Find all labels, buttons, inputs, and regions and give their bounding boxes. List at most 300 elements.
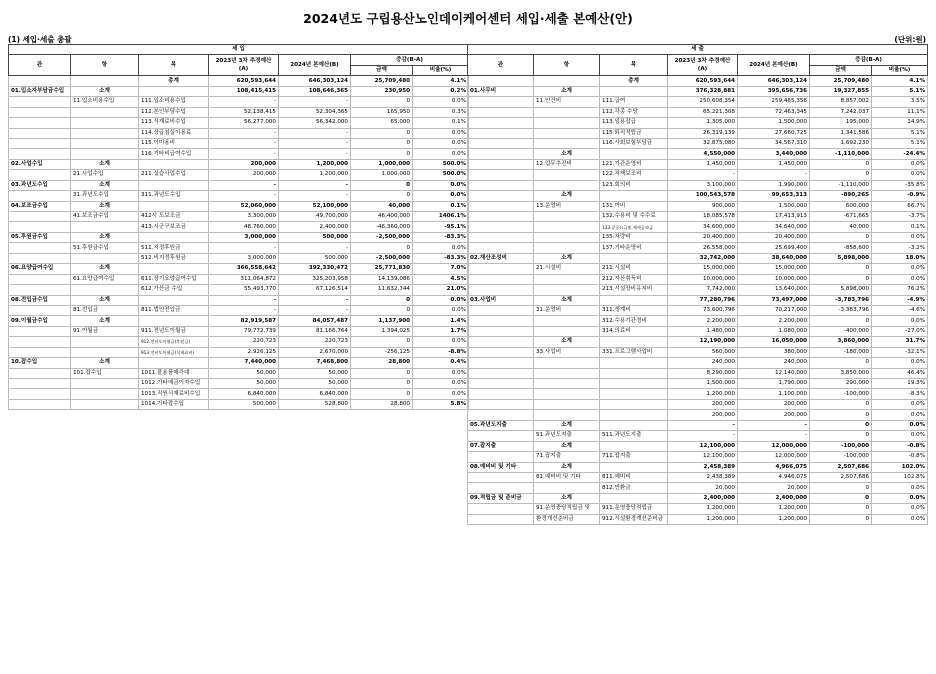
cell-gwan <box>468 389 534 399</box>
cell-gwan <box>468 149 534 159</box>
cell-prev-budget: 52,060,000 <box>209 201 279 211</box>
cell-prev-budget: - <box>668 431 738 441</box>
cell-mok <box>139 86 209 96</box>
cell-diff-amount: 1,000,000 <box>351 170 413 180</box>
cell-diff-amount: -100,000 <box>810 389 872 399</box>
cell-gwan <box>468 285 534 295</box>
cell-gwan: 09.적립금 및 준비금 <box>468 493 534 503</box>
cell-diff-ratio: 0.0% <box>872 274 928 284</box>
table-row <box>468 107 928 117</box>
cell-hang: 소계 <box>71 180 139 190</box>
cell-gwan <box>468 159 534 169</box>
cell-diff-ratio: 0.0% <box>413 149 469 159</box>
cell-mok: 811.예비비 <box>600 472 668 482</box>
cell-gwan <box>9 138 71 148</box>
cell-gwan <box>9 379 71 389</box>
cell-hang <box>534 232 600 242</box>
cell-budget: 1,450,000 <box>738 159 810 169</box>
cell-prev-budget: 7,440,000 <box>209 358 279 368</box>
cell-hang: 소계 <box>534 441 600 451</box>
cell-diff-amount: 3,860,000 <box>810 337 872 347</box>
cell-diff-amount: -3,383,796 <box>810 305 872 315</box>
cell-diff-ratio: 0.0% <box>413 368 469 378</box>
cell-diff-amount: 0 <box>810 232 872 242</box>
cell-gwan: 07.잡지출 <box>468 441 534 451</box>
table-row <box>9 274 469 284</box>
cell-diff-ratio: 0.3% <box>413 107 469 117</box>
table-row <box>9 337 469 347</box>
cell-hang <box>71 107 139 117</box>
cell-mok <box>600 295 668 305</box>
cell-budget: 15,000,000 <box>738 264 810 274</box>
cell-mok: 811.법인전입금 <box>139 305 209 315</box>
cell-diff-ratio: 66.7% <box>872 201 928 211</box>
cell-hang: 소계 <box>71 295 139 305</box>
cell-prev-budget: 3,300,000 <box>209 212 279 222</box>
cell-mok: 1011.불용품매각대 <box>139 368 209 378</box>
cell-mok: 311.과년도수입 <box>139 191 209 201</box>
cell-mok: 115.이미용비 <box>139 138 209 148</box>
cell-diff-amount: 11,632,744 <box>351 285 413 295</box>
cell-gwan <box>468 212 534 222</box>
cell-prev-budget: 2,926,125 <box>209 347 279 357</box>
table-row <box>468 274 928 284</box>
cell-prev-budget: - <box>209 305 279 315</box>
cell-hang: 소계 <box>534 86 600 96</box>
cell-prev-budget: 26,558,000 <box>668 243 738 253</box>
cell-hang: 소계 <box>534 420 600 430</box>
cell-mok: 1014.기타잡수입 <box>139 399 209 409</box>
cell-prev-budget: 73,600,796 <box>668 305 738 315</box>
cell-hang <box>534 138 600 148</box>
table-row <box>468 337 928 347</box>
cell-mok <box>139 295 209 305</box>
cell-mok: 115.퇴직적립금 <box>600 128 668 138</box>
cell-diff-ratio: 102.0% <box>872 462 928 472</box>
cell-mok: 212.자산취득비 <box>600 274 668 284</box>
cell-mok <box>600 462 668 472</box>
cell-prev-budget: 240,000 <box>668 358 738 368</box>
cell-diff-ratio: -83.3% <box>413 253 469 263</box>
cell-diff-amount: 0 <box>810 504 872 514</box>
cell-diff-ratio: -4.9% <box>872 295 928 305</box>
cell-prev-budget: 6,840,000 <box>209 389 279 399</box>
cell-prev-budget: 3,100,000 <box>668 180 738 190</box>
table-row <box>9 86 469 96</box>
cell-hang <box>534 358 600 368</box>
col-b: 2024년 본예산(B) <box>279 55 351 76</box>
cell-diff-amount: 8,857,002 <box>810 97 872 107</box>
cell-diff-ratio: 21.0% <box>413 285 469 295</box>
cell-budget: 500,000 <box>279 232 351 242</box>
cell-mok: 총계 <box>600 76 668 86</box>
cell-gwan <box>468 170 534 180</box>
unit-label: (단위:원) <box>894 35 926 44</box>
revenue-body <box>9 76 469 410</box>
table-row <box>9 347 469 357</box>
cell-hang: 61.요양급여수입 <box>71 274 139 284</box>
cell-diff-amount: 0 <box>351 305 413 315</box>
cell-gwan <box>468 326 534 336</box>
expense-header: 세 출 <box>468 45 928 55</box>
table-row <box>9 212 469 222</box>
cell-hang: 소계 <box>71 201 139 211</box>
cell-budget: 1,200,000 <box>738 514 810 524</box>
cell-diff-ratio: 4.5% <box>413 274 469 284</box>
cell-budget: 20,400,000 <box>738 232 810 242</box>
cell-gwan <box>468 316 534 326</box>
cell-mok: 116.기타비급여수입 <box>139 149 209 159</box>
cell-diff-ratio: 0.0% <box>872 358 928 368</box>
cell-hang: 소계 <box>534 149 600 159</box>
cell-hang: 41.보조금수입 <box>71 212 139 222</box>
cell-budget: 81,166,764 <box>279 326 351 336</box>
cell-diff-ratio: 0.0% <box>872 410 928 420</box>
cell-diff-ratio: 0.0% <box>413 295 469 305</box>
cell-hang <box>534 368 600 378</box>
cell-diff-ratio: 5.1% <box>872 86 928 96</box>
cell-prev-budget: 100,543,578 <box>668 191 738 201</box>
cell-diff-amount: 0 <box>351 337 413 347</box>
cell-hang <box>71 347 139 357</box>
cell-budget: 12,140,000 <box>738 368 810 378</box>
table-row <box>468 368 928 378</box>
cell-budget: 220,723 <box>279 337 351 347</box>
table-row <box>9 159 469 169</box>
cell-hang: 91.운영충당적립금 및 <box>534 504 600 514</box>
col-mok: 목 <box>600 55 668 76</box>
cell-diff-ratio: -0.8% <box>872 441 928 451</box>
cell-prev-budget: 200,000 <box>209 159 279 169</box>
cell-hang <box>534 180 600 190</box>
cell-budget: - <box>279 295 351 305</box>
cell-prev-budget: 366,558,642 <box>209 264 279 274</box>
cell-diff-ratio: 0.0% <box>872 420 928 430</box>
table-row <box>468 452 928 462</box>
cell-gwan <box>468 274 534 284</box>
cell-mok <box>600 86 668 96</box>
cell-prev-budget: - <box>209 180 279 190</box>
cell-prev-budget: 56,277,000 <box>209 118 279 128</box>
table-row <box>468 514 928 524</box>
cell-gwan <box>468 264 534 274</box>
cell-mok: 912.시설환경개선준비금 <box>600 514 668 524</box>
cell-diff-amount: 0 <box>810 358 872 368</box>
table-row <box>468 253 928 263</box>
cell-diff-amount: 0 <box>351 191 413 201</box>
cell-diff-ratio: 0.0% <box>872 514 928 524</box>
cell-diff-amount: 5,898,000 <box>810 285 872 295</box>
table-row <box>9 316 469 326</box>
col-ratio: 비율(%) <box>413 65 469 75</box>
cell-hang <box>534 326 600 336</box>
cell-gwan: 09.이월금수입 <box>9 316 71 326</box>
cell-prev-budget: 2,200,000 <box>668 316 738 326</box>
cell-mok: 122.직책보조비 <box>600 170 668 180</box>
cell-gwan <box>468 107 534 117</box>
cell-mok: 133.공공요금및 제세공과금 <box>600 222 668 232</box>
cell-diff-amount: 1,394,025 <box>351 326 413 336</box>
cell-gwan <box>468 431 534 441</box>
cell-gwan: 02.재산조성비 <box>468 253 534 263</box>
table-row <box>468 243 928 253</box>
cell-diff-amount: -2,500,000 <box>351 232 413 242</box>
cell-gwan <box>468 128 534 138</box>
table-row <box>468 201 928 211</box>
table-row <box>9 76 469 86</box>
table-row <box>468 316 928 326</box>
cell-mok: 113.식재료비수입 <box>139 118 209 128</box>
cell-prev-budget: 3,000,000 <box>209 253 279 263</box>
table-row <box>9 326 469 336</box>
cell-diff-amount: 0 <box>351 149 413 159</box>
cell-budget: - <box>279 138 351 148</box>
cell-diff-amount: 0 <box>351 379 413 389</box>
cell-hang: 91.이월금 <box>71 326 139 336</box>
table-row <box>9 222 469 232</box>
cell-mok <box>139 316 209 326</box>
table-row <box>468 118 928 128</box>
cell-gwan: 08.예비비 및 기타 <box>468 462 534 472</box>
cell-diff-amount: 40,000 <box>810 222 872 232</box>
cell-gwan <box>9 222 71 232</box>
cell-mok <box>600 253 668 263</box>
cell-prev-budget: - <box>209 138 279 148</box>
cell-prev-budget: 4,550,000 <box>668 149 738 159</box>
cell-mok: 413.시군구보조금 <box>139 222 209 232</box>
cell-budget: - <box>279 305 351 315</box>
cell-gwan <box>468 138 534 148</box>
cell-budget: - <box>738 170 810 180</box>
section-subtitle: (1) 세입·세출 총괄 <box>8 35 72 44</box>
cell-diff-amount: 0 <box>810 410 872 420</box>
cell-gwan <box>9 337 71 347</box>
cell-diff-ratio: 0.1% <box>413 201 469 211</box>
cell-prev-budget: 3,000,000 <box>209 232 279 242</box>
table-row <box>468 441 928 451</box>
table-row <box>468 128 928 138</box>
cell-budget: - <box>279 128 351 138</box>
cell-mok: 121.기관운영비 <box>600 159 668 169</box>
cell-budget: 4,946,075 <box>738 472 810 482</box>
cell-gwan <box>9 285 71 295</box>
cell-prev-budget: 376,328,881 <box>668 86 738 96</box>
cell-mok: 116.사회보험부담금 <box>600 138 668 148</box>
cell-prev-budget: 108,415,415 <box>209 86 279 96</box>
cell-gwan <box>9 243 71 253</box>
cell-mok: 211.시설비 <box>600 264 668 274</box>
cell-prev-budget: 1,305,000 <box>668 118 738 128</box>
cell-mok: 112.본인부담수입 <box>139 107 209 117</box>
cell-gwan: 01.사무비 <box>468 86 534 96</box>
cell-hang: 소계 <box>534 462 600 472</box>
cell-budget: 2,670,000 <box>279 347 351 357</box>
cell-budget: 20,000 <box>738 483 810 493</box>
cell-mok <box>600 389 668 399</box>
cell-prev-budget: 12,190,000 <box>668 337 738 347</box>
cell-gwan: 06.요양급여수입 <box>9 264 71 274</box>
cell-diff-ratio: -27.0% <box>872 326 928 336</box>
table-row <box>468 138 928 148</box>
cell-budget: 49,700,000 <box>279 212 351 222</box>
cell-prev-budget: 1,200,000 <box>668 514 738 524</box>
table-row <box>468 212 928 222</box>
cell-diff-amount: 1,692,230 <box>810 138 872 148</box>
cell-prev-budget: 20,400,000 <box>668 232 738 242</box>
cell-budget: 1,200,000 <box>738 504 810 514</box>
cell-prev-budget: 200,000 <box>209 170 279 180</box>
cell-diff-ratio: 0.2% <box>413 86 469 96</box>
cell-prev-budget: - <box>209 295 279 305</box>
cell-diff-amount: 65,000 <box>351 118 413 128</box>
cell-diff-amount: 0 <box>810 483 872 493</box>
cell-mok: 1013.직원식재료비수입 <box>139 389 209 399</box>
cell-hang <box>71 253 139 263</box>
cell-prev-budget: 55,493,770 <box>209 285 279 295</box>
cell-prev-budget: 620,593,644 <box>209 76 279 86</box>
cell-gwan <box>468 452 534 462</box>
cell-gwan <box>468 191 534 201</box>
table-row <box>9 264 469 274</box>
table-row <box>468 483 928 493</box>
cell-prev-budget: 26,319,139 <box>668 128 738 138</box>
cell-hang: 환경개선준비금 <box>534 514 600 524</box>
cell-gwan <box>9 305 71 315</box>
cell-budget: 200,000 <box>738 399 810 409</box>
cell-hang: 소계 <box>534 493 600 503</box>
cell-prev-budget: 50,000 <box>209 368 279 378</box>
cell-diff-amount: 40,000 <box>351 201 413 211</box>
cell-gwan <box>9 76 71 86</box>
cell-diff-ratio: 31.7% <box>872 337 928 347</box>
cell-diff-amount: 14,139,086 <box>351 274 413 284</box>
cell-diff-amount: -46,360,000 <box>351 222 413 232</box>
cell-mok: 137.기타운영비 <box>600 243 668 253</box>
cell-diff-ratio: 0.0% <box>413 180 469 190</box>
table-row <box>9 97 469 107</box>
cell-gwan <box>9 149 71 159</box>
cell-hang <box>71 128 139 138</box>
cell-prev-budget: - <box>668 420 738 430</box>
cell-hang: 소계 <box>71 159 139 169</box>
cell-gwan: 03.사업비 <box>468 295 534 305</box>
cell-hang <box>71 337 139 347</box>
cell-gwan <box>468 76 534 86</box>
cell-budget: 56,342,000 <box>279 118 351 128</box>
cell-diff-amount: 0 <box>351 243 413 253</box>
cell-diff-ratio: -0.8% <box>872 452 928 462</box>
cell-hang: 소계 <box>534 191 600 201</box>
cell-prev-budget: 32,742,000 <box>668 253 738 263</box>
cell-gwan <box>9 389 71 399</box>
cell-mok <box>600 399 668 409</box>
cell-diff-amount: 0 <box>810 514 872 524</box>
cell-diff-amount: -890,265 <box>810 191 872 201</box>
cell-diff-ratio: 19.3% <box>872 379 928 389</box>
col-gwan: 관 <box>9 55 71 76</box>
cell-mok: 135.차량비 <box>600 232 668 242</box>
cell-hang: 소계 <box>71 358 139 368</box>
cell-mok <box>600 368 668 378</box>
cell-diff-ratio: 0.0% <box>413 138 469 148</box>
table-row <box>9 389 469 399</box>
cell-hang: 13.운영비 <box>534 201 600 211</box>
cell-diff-ratio: 0.0% <box>413 97 469 107</box>
cell-diff-amount: 0 <box>351 295 413 305</box>
cell-diff-ratio: 0.0% <box>872 493 928 503</box>
cell-prev-budget: 2,458,389 <box>668 462 738 472</box>
cell-diff-amount: 25,709,480 <box>351 76 413 86</box>
cell-hang: 101.잡수입 <box>71 368 139 378</box>
table-row <box>468 285 928 295</box>
cell-mok: 211.실습사업수입 <box>139 170 209 180</box>
cell-diff-amount: 25,771,830 <box>351 264 413 274</box>
cell-budget: 50,000 <box>279 379 351 389</box>
cell-gwan <box>468 379 534 389</box>
cell-diff-amount: 0 <box>810 316 872 326</box>
cell-hang <box>71 222 139 232</box>
cell-diff-amount: -2,500,000 <box>351 253 413 263</box>
cell-diff-amount: -858,600 <box>810 243 872 253</box>
cell-diff-amount: -3,783,796 <box>810 295 872 305</box>
cell-mok: 511.과년도지출 <box>600 431 668 441</box>
cell-diff-ratio: 0.0% <box>413 191 469 201</box>
cell-diff-amount: 0 <box>351 368 413 378</box>
table-row <box>468 222 928 232</box>
cell-gwan <box>468 180 534 190</box>
cell-hang <box>534 118 600 128</box>
cell-hang: 71.잡지출 <box>534 452 600 462</box>
table-row <box>468 170 928 180</box>
cell-hang: 11.입소비용수입 <box>71 97 139 107</box>
cell-prev-budget: - <box>209 243 279 253</box>
cell-mok: 213.시설장비유지비 <box>600 285 668 295</box>
cell-diff-ratio: 1.7% <box>413 326 469 336</box>
cell-mok <box>600 337 668 347</box>
cell-diff-ratio: 5.1% <box>872 138 928 148</box>
cell-budget: 1,200,000 <box>279 170 351 180</box>
cell-diff-amount: 5,898,000 <box>810 253 872 263</box>
cell-hang: 소계 <box>534 295 600 305</box>
cell-hang: 소계 <box>534 337 600 347</box>
cell-gwan <box>468 118 534 128</box>
cell-diff-amount: 1,341,586 <box>810 128 872 138</box>
cell-budget: - <box>279 191 351 201</box>
cell-budget: 200,000 <box>738 410 810 420</box>
table-row <box>468 180 928 190</box>
col-a: 2023년 3차 추경예산(A) <box>209 55 279 76</box>
table-row <box>468 358 928 368</box>
cell-mok <box>600 358 668 368</box>
cell-prev-budget: - <box>209 97 279 107</box>
cell-hang <box>534 128 600 138</box>
cell-diff-ratio: 76.2% <box>872 285 928 295</box>
cell-budget: 27,660,725 <box>738 128 810 138</box>
cell-diff-amount: 165,950 <box>351 107 413 117</box>
cell-diff-ratio: 0.0% <box>872 170 928 180</box>
cell-mok <box>600 191 668 201</box>
cell-diff-amount: 0 <box>351 389 413 399</box>
cell-diff-ratio: 0.0% <box>872 483 928 493</box>
cell-budget: 646,303,124 <box>738 76 810 86</box>
cell-diff-amount: 3,850,000 <box>810 368 872 378</box>
cell-hang <box>534 399 600 409</box>
cell-budget: 259,465,356 <box>738 97 810 107</box>
cell-prev-budget: 65,221,308 <box>668 107 738 117</box>
cell-hang <box>71 389 139 399</box>
cell-hang <box>534 285 600 295</box>
cell-mok: 612.가산금 수입 <box>139 285 209 295</box>
